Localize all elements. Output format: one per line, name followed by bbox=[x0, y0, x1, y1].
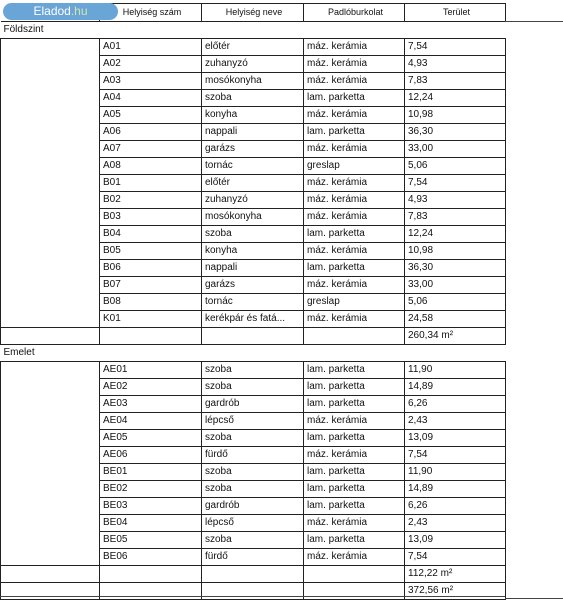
blank-cell bbox=[1, 311, 100, 328]
blank-cell bbox=[1, 260, 100, 277]
bottom-right-line bbox=[505, 598, 563, 599]
room-name: szoba bbox=[202, 379, 304, 396]
floor-covering: lam. parketta bbox=[304, 260, 405, 277]
blank-cell bbox=[1, 549, 100, 566]
area: 7,54 bbox=[405, 447, 506, 464]
area: 7,83 bbox=[405, 209, 506, 226]
table-row bbox=[1, 141, 506, 158]
table-row bbox=[1, 532, 506, 549]
room-table bbox=[0, 3, 506, 600]
table-row bbox=[1, 413, 506, 430]
floor-covering: máz. kerámia bbox=[304, 141, 405, 158]
blank-cell bbox=[1, 430, 100, 447]
area: 24,58 bbox=[405, 311, 506, 328]
room-name: mosókonyha bbox=[202, 209, 304, 226]
room-name: fürdő bbox=[202, 549, 304, 566]
room-number: BE02 bbox=[100, 481, 202, 498]
table-row bbox=[1, 277, 506, 294]
room-number: AE02 bbox=[100, 379, 202, 396]
table-row bbox=[1, 396, 506, 413]
floor-covering: máz. kerámia bbox=[304, 447, 405, 464]
blank-cell bbox=[1, 158, 100, 175]
table-row bbox=[1, 379, 506, 396]
badge-brand: Eladod bbox=[33, 4, 71, 18]
blank-cell bbox=[1, 481, 100, 498]
room-name: szoba bbox=[202, 464, 304, 481]
blank-cell bbox=[1, 379, 100, 396]
room-number: AE03 bbox=[100, 396, 202, 413]
room-number: BE01 bbox=[100, 464, 202, 481]
room-name: lépcső bbox=[202, 413, 304, 430]
subtotal-area: 260,34 m² bbox=[405, 328, 506, 345]
room-number: B06 bbox=[100, 260, 202, 277]
table-row bbox=[1, 39, 506, 56]
blank-cell bbox=[1, 107, 100, 124]
room-number: A04 bbox=[100, 90, 202, 107]
table-row bbox=[1, 311, 506, 328]
blank-cell bbox=[100, 566, 202, 583]
floor-covering: máz. kerámia bbox=[304, 175, 405, 192]
area: 33,00 bbox=[405, 141, 506, 158]
floor-covering: máz. kerámia bbox=[304, 549, 405, 566]
room-number: B08 bbox=[100, 294, 202, 311]
grand-total-area: 372,56 m² bbox=[405, 583, 506, 600]
area: 2,43 bbox=[405, 515, 506, 532]
floor-covering: máz. kerámia bbox=[304, 209, 405, 226]
area: 6,26 bbox=[405, 498, 506, 515]
table-row bbox=[1, 447, 506, 464]
room-name: szoba bbox=[202, 226, 304, 243]
table-row bbox=[1, 226, 506, 243]
area: 7,54 bbox=[405, 175, 506, 192]
section-title: Földszint bbox=[1, 22, 506, 39]
header-room-name: Helyiség neve bbox=[202, 4, 304, 22]
room-name: gardrób bbox=[202, 498, 304, 515]
table-row bbox=[1, 243, 506, 260]
blank-cell bbox=[1, 90, 100, 107]
area: 5,06 bbox=[405, 294, 506, 311]
blank-cell bbox=[1, 532, 100, 549]
room-name: garázs bbox=[202, 141, 304, 158]
room-number: AE05 bbox=[100, 430, 202, 447]
table-row bbox=[1, 464, 506, 481]
header-extension-line bbox=[505, 21, 563, 22]
room-name: lépcső bbox=[202, 515, 304, 532]
floor-covering: lam. parketta bbox=[304, 124, 405, 141]
floor-covering: lam. parketta bbox=[304, 481, 405, 498]
blank-cell bbox=[100, 328, 202, 345]
area: 5,06 bbox=[405, 158, 506, 175]
room-number: AE06 bbox=[100, 447, 202, 464]
area: 2,43 bbox=[405, 413, 506, 430]
room-number: A06 bbox=[100, 124, 202, 141]
room-number: B04 bbox=[100, 226, 202, 243]
blank-cell bbox=[1, 277, 100, 294]
room-number: B03 bbox=[100, 209, 202, 226]
room-number: B01 bbox=[100, 175, 202, 192]
room-number: A03 bbox=[100, 73, 202, 90]
area: 10,98 bbox=[405, 107, 506, 124]
room-number: A08 bbox=[100, 158, 202, 175]
blank-cell bbox=[1, 396, 100, 413]
blank-cell bbox=[1, 124, 100, 141]
blank-cell bbox=[1, 56, 100, 73]
section-header-row bbox=[1, 345, 506, 362]
room-name: fürdő bbox=[202, 447, 304, 464]
room-number: B02 bbox=[100, 192, 202, 209]
table-body bbox=[1, 22, 506, 600]
area: 7,54 bbox=[405, 39, 506, 56]
blank-cell bbox=[1, 226, 100, 243]
room-name: garázs bbox=[202, 277, 304, 294]
area: 12,24 bbox=[405, 90, 506, 107]
site-badge[interactable] bbox=[3, 3, 118, 20]
room-number: AE01 bbox=[100, 362, 202, 379]
room-number: BE04 bbox=[100, 515, 202, 532]
blank-cell bbox=[304, 566, 405, 583]
room-name: gardrób bbox=[202, 396, 304, 413]
bottom-line bbox=[0, 596, 505, 597]
subtotal-row bbox=[1, 328, 506, 345]
area: 14,89 bbox=[405, 379, 506, 396]
room-number: A05 bbox=[100, 107, 202, 124]
floor-covering: lam. parketta bbox=[304, 464, 405, 481]
room-name: mosókonyha bbox=[202, 73, 304, 90]
floor-covering: máz. kerámia bbox=[304, 311, 405, 328]
room-number: BE06 bbox=[100, 549, 202, 566]
table-row bbox=[1, 90, 506, 107]
subtotal-area: 112,22 m² bbox=[405, 566, 506, 583]
floor-covering: greslap bbox=[304, 294, 405, 311]
room-name: szoba bbox=[202, 532, 304, 549]
area: 13,09 bbox=[405, 532, 506, 549]
room-name: szoba bbox=[202, 90, 304, 107]
blank-cell bbox=[1, 464, 100, 481]
subtotal-row bbox=[1, 566, 506, 583]
table-row bbox=[1, 175, 506, 192]
area: 14,89 bbox=[405, 481, 506, 498]
floor-covering: máz. kerámia bbox=[304, 107, 405, 124]
table-row bbox=[1, 107, 506, 124]
table-row bbox=[1, 294, 506, 311]
area: 12,24 bbox=[405, 226, 506, 243]
floor-covering: lam. parketta bbox=[304, 430, 405, 447]
table-row bbox=[1, 124, 506, 141]
blank-cell bbox=[1, 328, 100, 345]
room-name: szoba bbox=[202, 430, 304, 447]
header-area: Terület bbox=[405, 4, 506, 22]
room-number: B05 bbox=[100, 243, 202, 260]
room-name: szoba bbox=[202, 481, 304, 498]
floor-covering: máz. kerámia bbox=[304, 243, 405, 260]
badge-tld: .hu bbox=[70, 4, 88, 18]
blank-cell bbox=[1, 294, 100, 311]
room-name: tornác bbox=[202, 158, 304, 175]
blank-cell bbox=[1, 447, 100, 464]
table-row bbox=[1, 56, 506, 73]
area: 13,09 bbox=[405, 430, 506, 447]
room-number: AE04 bbox=[100, 413, 202, 430]
room-name: szoba bbox=[202, 362, 304, 379]
room-name: konyha bbox=[202, 107, 304, 124]
room-number: A02 bbox=[100, 56, 202, 73]
floor-covering: lam. parketta bbox=[304, 362, 405, 379]
area: 4,93 bbox=[405, 56, 506, 73]
table-row bbox=[1, 430, 506, 447]
area: 4,93 bbox=[405, 192, 506, 209]
blank-cell bbox=[1, 39, 100, 56]
table-row bbox=[1, 158, 506, 175]
room-name: nappali bbox=[202, 124, 304, 141]
table-row bbox=[1, 481, 506, 498]
floor-covering: lam. parketta bbox=[304, 379, 405, 396]
blank-cell bbox=[1, 73, 100, 90]
floor-covering: lam. parketta bbox=[304, 532, 405, 549]
area: 36,30 bbox=[405, 124, 506, 141]
blank-cell bbox=[1, 362, 100, 379]
floor-covering: lam. parketta bbox=[304, 498, 405, 515]
room-name: konyha bbox=[202, 243, 304, 260]
blank-cell bbox=[1, 175, 100, 192]
area: 11,90 bbox=[405, 362, 506, 379]
table-row bbox=[1, 73, 506, 90]
area: 7,54 bbox=[405, 549, 506, 566]
section-header-row bbox=[1, 22, 506, 39]
table-row bbox=[1, 549, 506, 566]
area: 7,83 bbox=[405, 73, 506, 90]
floor-covering: máz. kerámia bbox=[304, 73, 405, 90]
room-name: zuhanyzó bbox=[202, 56, 304, 73]
table-row bbox=[1, 515, 506, 532]
blank-cell bbox=[1, 192, 100, 209]
blank-cell bbox=[1, 209, 100, 226]
area: 10,98 bbox=[405, 243, 506, 260]
table-row bbox=[1, 362, 506, 379]
floor-covering: máz. kerámia bbox=[304, 277, 405, 294]
floor-covering: lam. parketta bbox=[304, 226, 405, 243]
header-floor-covering: Padlóburkolat bbox=[304, 4, 405, 22]
room-number: A07 bbox=[100, 141, 202, 158]
blank-cell bbox=[1, 498, 100, 515]
table-row bbox=[1, 498, 506, 515]
floor-covering: máz. kerámia bbox=[304, 56, 405, 73]
table-row bbox=[1, 192, 506, 209]
room-name: előtér bbox=[202, 175, 304, 192]
blank-cell bbox=[202, 566, 304, 583]
blank-cell bbox=[202, 328, 304, 345]
floor-covering: lam. parketta bbox=[304, 396, 405, 413]
room-number: K01 bbox=[100, 311, 202, 328]
room-number: A01 bbox=[100, 39, 202, 56]
floor-covering: lam. parketta bbox=[304, 90, 405, 107]
area: 36,30 bbox=[405, 260, 506, 277]
section-title: Emelet bbox=[1, 345, 506, 362]
header-room-number: Helyiség szám bbox=[100, 4, 202, 22]
room-name: zuhanyzó bbox=[202, 192, 304, 209]
floor-covering: máz. kerámia bbox=[304, 192, 405, 209]
room-number: BE03 bbox=[100, 498, 202, 515]
blank-cell bbox=[1, 413, 100, 430]
blank-cell bbox=[1, 243, 100, 260]
area: 6,26 bbox=[405, 396, 506, 413]
floor-covering: máz. kerámia bbox=[304, 39, 405, 56]
room-name: nappali bbox=[202, 260, 304, 277]
room-name: tornác bbox=[202, 294, 304, 311]
blank-cell bbox=[304, 328, 405, 345]
room-number: B07 bbox=[100, 277, 202, 294]
floor-covering: greslap bbox=[304, 158, 405, 175]
room-name: előtér bbox=[202, 39, 304, 56]
blank-cell bbox=[1, 515, 100, 532]
floor-covering: máz. kerámia bbox=[304, 413, 405, 430]
table-row bbox=[1, 260, 506, 277]
blank-cell bbox=[1, 141, 100, 158]
area: 11,90 bbox=[405, 464, 506, 481]
table-row bbox=[1, 209, 506, 226]
room-name: kerékpár és fatá... bbox=[202, 311, 304, 328]
floor-covering: máz. kerámia bbox=[304, 515, 405, 532]
blank-cell bbox=[1, 566, 100, 583]
area: 33,00 bbox=[405, 277, 506, 294]
room-number: BE05 bbox=[100, 532, 202, 549]
